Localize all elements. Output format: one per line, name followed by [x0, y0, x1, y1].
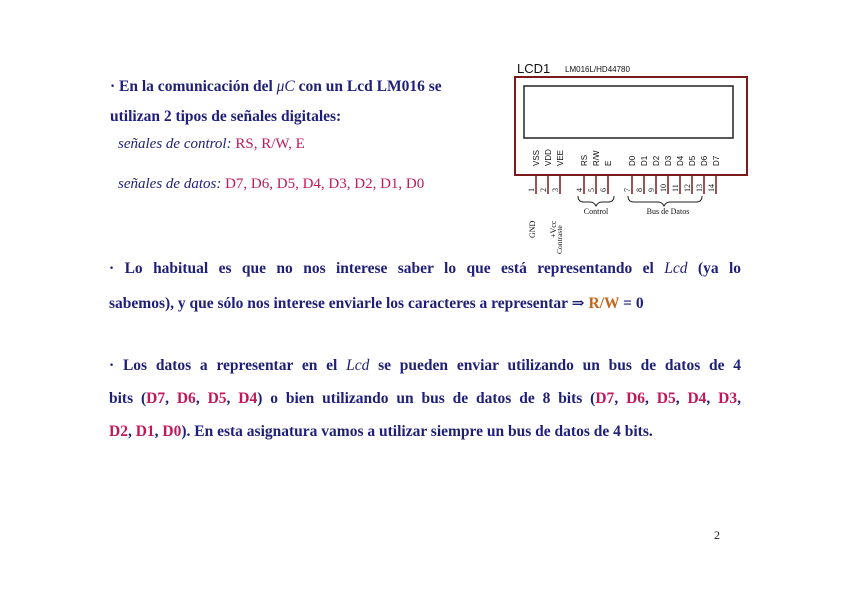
data-signals-values: D7, D6, D5, D4, D3, D2, D1, D0 — [225, 176, 425, 192]
pin-name-d2: D2 — [652, 155, 661, 166]
pin-name-d4: D4 — [676, 155, 685, 166]
pin-name-vss: VSS — [532, 149, 541, 166]
pin-number-12: 12 — [683, 184, 692, 192]
pin-number-2: 2 — [539, 188, 548, 192]
para2-line-2: sabemos), y que sólo nos interese enviarle los caracteres a representar ⇒ R/W = 0 — [109, 295, 644, 312]
para3-line-3: D2, D1, D0). En esta asignatura vamos a utilizar siempre un bus de datos de 4 bits. — [109, 423, 653, 440]
pin-number-9: 9 — [647, 188, 656, 192]
control-brace — [578, 196, 614, 206]
pin-name-d3: D3 — [664, 155, 673, 166]
intro-line-2: utilizan 2 tipos de señales digitales: — [110, 108, 342, 125]
pin-number-10: 10 — [659, 184, 668, 192]
lcd-term: Lcd — [346, 357, 370, 374]
pin-number-5: 5 — [587, 188, 596, 192]
pin-number-3: 3 — [551, 188, 560, 192]
pin-name-rs: RS — [580, 154, 589, 166]
pin-number-14: 14 — [707, 184, 716, 192]
data-bus-group-label: Bus de Datos — [646, 207, 690, 216]
lcd-title: LCD1 — [517, 61, 551, 76]
pin-number-7: 7 — [623, 188, 632, 192]
pin-name-vdd: VDD — [544, 149, 553, 166]
pin-number-11: 11 — [671, 184, 680, 192]
data-bus-brace — [628, 196, 702, 206]
lcd-model: LM016L/HD44780 — [565, 65, 630, 74]
pin-number-4: 4 — [575, 188, 584, 192]
control-group-label: Control — [583, 207, 609, 216]
pin-name-d1: D1 — [640, 155, 649, 166]
intro-line-1: · En la comunicación del μC con un Lcd LM016 se — [110, 78, 442, 95]
intro-paragraph — [110, 72, 442, 132]
contrast-label: Contraste — [555, 225, 564, 254]
para3-line-1: · Los datos a representar en el Lcd se pueden enviar utilizando un bus de datos de 4 — [109, 357, 742, 374]
control-signals-line — [118, 136, 305, 153]
pin-name-d5: D5 — [688, 155, 697, 166]
lcd-pins — [527, 149, 721, 194]
lcd-diagram — [510, 58, 750, 258]
page-number: 2 — [714, 528, 720, 542]
pin-number-1: 1 — [527, 188, 536, 192]
lcd-screen — [524, 86, 733, 138]
data-signals-line — [118, 176, 424, 193]
vcc-label: +Vcc — [549, 220, 558, 238]
lcd-term: Lcd — [664, 260, 688, 277]
pin-name-rw: R/W — [592, 150, 601, 166]
control-signals-values: RS, R/W, E — [235, 136, 305, 152]
pin-name-e: E — [604, 160, 613, 166]
mu-c-symbol: μC — [276, 78, 295, 95]
control-signals-label: señales de control: — [118, 136, 232, 152]
pin-number-8: 8 — [635, 188, 644, 192]
pin-name-vee: VEE — [556, 149, 565, 166]
gnd-label: GND — [528, 220, 537, 238]
pin-name-d0: D0 — [628, 155, 637, 166]
para3-line-2: bits (D7, D6, D5, D4) o bien utilizando un bus de datos de 8 bits (D7, D6, D5, D4, D3, — [109, 390, 741, 407]
para2-line-1: · Lo habitual es que no nos interese saber lo que está representando el Lcd (ya lo — [109, 260, 742, 277]
rw-signal: R/W — [588, 295, 620, 312]
pin-name-d6: D6 — [700, 155, 709, 166]
pin-number-6: 6 — [599, 188, 608, 192]
data-signals-label: señales de datos: — [118, 176, 222, 192]
pin-number-13: 13 — [695, 184, 704, 192]
pin-name-d7: D7 — [712, 155, 721, 166]
